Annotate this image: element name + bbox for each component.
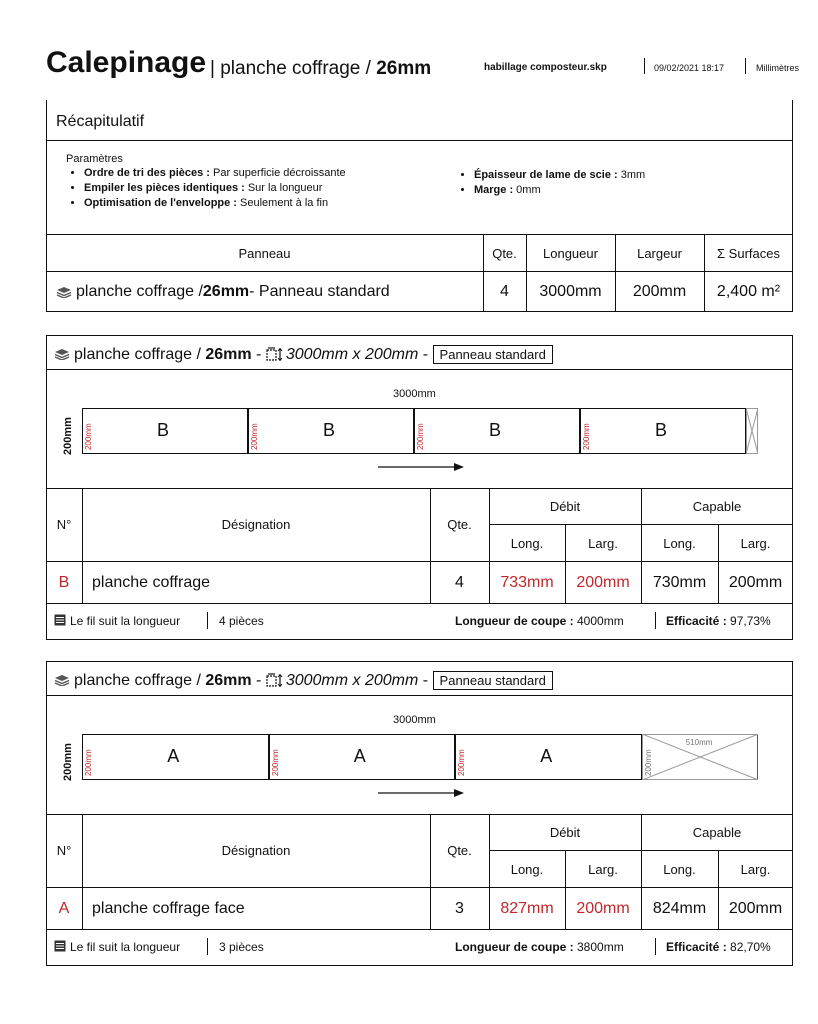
divider [655, 612, 656, 629]
th-debit-long: Long. [510, 535, 544, 551]
piece-height-label: 200mm [457, 749, 466, 776]
th-qte: Qte. [447, 843, 472, 858]
th-debit-larg: Larg. [588, 861, 618, 877]
page-title: Calepinage [46, 46, 207, 79]
th-cap-larg: Larg. [740, 535, 771, 551]
page-subtitle: | planche coffrage / 26mm [210, 58, 432, 79]
panel-type-badge: Panneau standard [433, 345, 553, 364]
row-no: A [58, 899, 70, 917]
divider [644, 58, 645, 74]
th-panneau: Panneau [238, 245, 291, 261]
piece-height-label: 200mm [582, 423, 591, 450]
panel-width-label: 3000mm [393, 714, 436, 726]
th-no: N° [56, 843, 72, 858]
divider [655, 938, 656, 955]
date: 09/02/2021 18:17 [654, 63, 725, 73]
param-item: • Empiler les pièces identiques : Sur la longueur [84, 182, 346, 194]
panel-type-badge: Panneau standard [433, 671, 553, 690]
th-debit: Débit [549, 498, 581, 514]
th-qte: Qte. [447, 517, 472, 532]
section-heading: Récapitulatif [56, 113, 145, 130]
summary-qte: 4 [500, 283, 509, 300]
row-cap-long: 730mm [652, 573, 707, 591]
piece-label: A [353, 746, 366, 766]
footer-cut-length: Longueur de coupe : 3800mm [455, 940, 624, 954]
th-cap-long: Long. [663, 861, 696, 877]
offcut-cross [746, 408, 758, 454]
piece-label: B [323, 420, 336, 440]
row-debit-long: 827mm [500, 899, 554, 917]
th-debit-larg: Larg. [588, 535, 618, 551]
th-qte: Qte. [492, 245, 517, 261]
offcut-width-label: 510mm [685, 738, 713, 747]
piece-label: A [167, 746, 180, 766]
layers-icon [56, 286, 72, 298]
th-debit-long: Long. [510, 861, 544, 877]
panel-width-label: 3000mm [393, 388, 436, 400]
grain-arrow-icon [378, 459, 464, 477]
th-largeur: Largeur [637, 245, 682, 261]
th-capable: Capable [692, 498, 742, 514]
param-item: • Optimisation de l'enveloppe : Seulement à la fin [84, 197, 346, 209]
divider [207, 612, 208, 629]
piece-height-label: 200mm [250, 423, 259, 450]
divider [46, 695, 793, 696]
offcut [746, 408, 758, 454]
row-debit-larg: 200mm [576, 573, 630, 591]
th-capable: Capable [692, 824, 742, 840]
summary-surfaces: 2,400 m² [716, 283, 781, 300]
th-debit: Débit [549, 824, 581, 840]
row-designation: planche coffrage [92, 573, 211, 591]
footer-efficiency: Efficacité : 82,70% [666, 940, 771, 954]
th-no: N° [56, 517, 72, 532]
footer-efficiency: Efficacité : 97,73% [666, 614, 771, 628]
divider [46, 140, 793, 141]
row-cap-long: 824mm [652, 899, 707, 917]
piece-height-label: 200mm [84, 749, 93, 776]
grain-icon [54, 940, 66, 952]
th-cap-larg: Larg. [740, 861, 771, 877]
dimensions-icon [266, 347, 284, 361]
dimensions-icon [266, 673, 284, 687]
divider [46, 603, 793, 604]
row-debit-larg: 200mm [576, 899, 630, 917]
param-item: • Marge : 0mm [474, 184, 645, 196]
th-surfaces: Σ Surfaces [717, 245, 780, 261]
row-cap-larg: 200mm [728, 899, 783, 917]
grain-icon [54, 614, 66, 626]
param-item: • Épaisseur de lame de scie : 3mm [474, 169, 645, 181]
summary-longueur: 3000mm [539, 283, 602, 300]
footer-grain: Le fil suit la longueur [54, 614, 180, 628]
footer-grain: Le fil suit la longueur [54, 940, 180, 954]
divider [745, 58, 746, 74]
grain-arrow-icon [378, 785, 464, 803]
params-list-right [456, 169, 645, 196]
piece-height-label: 200mm [84, 423, 93, 450]
summary-row-name: planche coffrage / 26mm - Panneau standard [46, 272, 483, 312]
layers-icon [54, 674, 70, 686]
th-designation: Désignation [221, 517, 291, 532]
th-cap-long: Long. [663, 535, 696, 551]
footer-pieces: 3 pièces [219, 940, 264, 954]
unit: Millimètres [756, 63, 800, 73]
params-title: Paramètres [66, 153, 123, 165]
panel-title: planche coffrage / 26mm - 3000mm x 200mm - Panneau standard [54, 671, 553, 690]
param-item: • Ordre de tri des pièces : Par superficie décroissante [84, 167, 346, 179]
piece-height-label: 200mm [270, 749, 280, 776]
params-block-right [456, 169, 645, 199]
panel-height-label: 200mm [62, 743, 74, 781]
divider [46, 929, 793, 930]
row-qte: 3 [455, 899, 464, 917]
row-debit-long: 733mm [500, 573, 554, 591]
divider [207, 938, 208, 955]
footer-pieces: 4 pièces [219, 614, 264, 628]
th-longueur: Longueur [543, 245, 598, 261]
layers-icon [54, 348, 70, 360]
piece-label: B [489, 420, 502, 440]
row-no: B [58, 573, 70, 591]
params-block [66, 153, 346, 212]
piece-label: B [655, 420, 668, 440]
row-cap-larg: 200mm [728, 573, 783, 591]
summary-largeur: 200mm [632, 283, 687, 300]
offcut-height-label: 200mm [643, 749, 653, 776]
th-designation: Désignation [221, 843, 291, 858]
divider [46, 369, 793, 370]
piece-height-label: 200mm [416, 423, 425, 450]
panel-title: planche coffrage / 26mm - 3000mm x 200mm - Panneau standard [54, 345, 553, 364]
row-qte: 4 [455, 573, 464, 591]
params-list-left [66, 167, 346, 209]
row-designation: planche coffrage face [92, 899, 245, 917]
piece-label: A [540, 746, 553, 766]
file-name: habillage composteur.skp [484, 62, 607, 73]
footer-cut-length: Longueur de coupe : 4000mm [455, 614, 624, 628]
piece-label: B [157, 420, 170, 440]
panel-height-label: 200mm [62, 417, 74, 455]
